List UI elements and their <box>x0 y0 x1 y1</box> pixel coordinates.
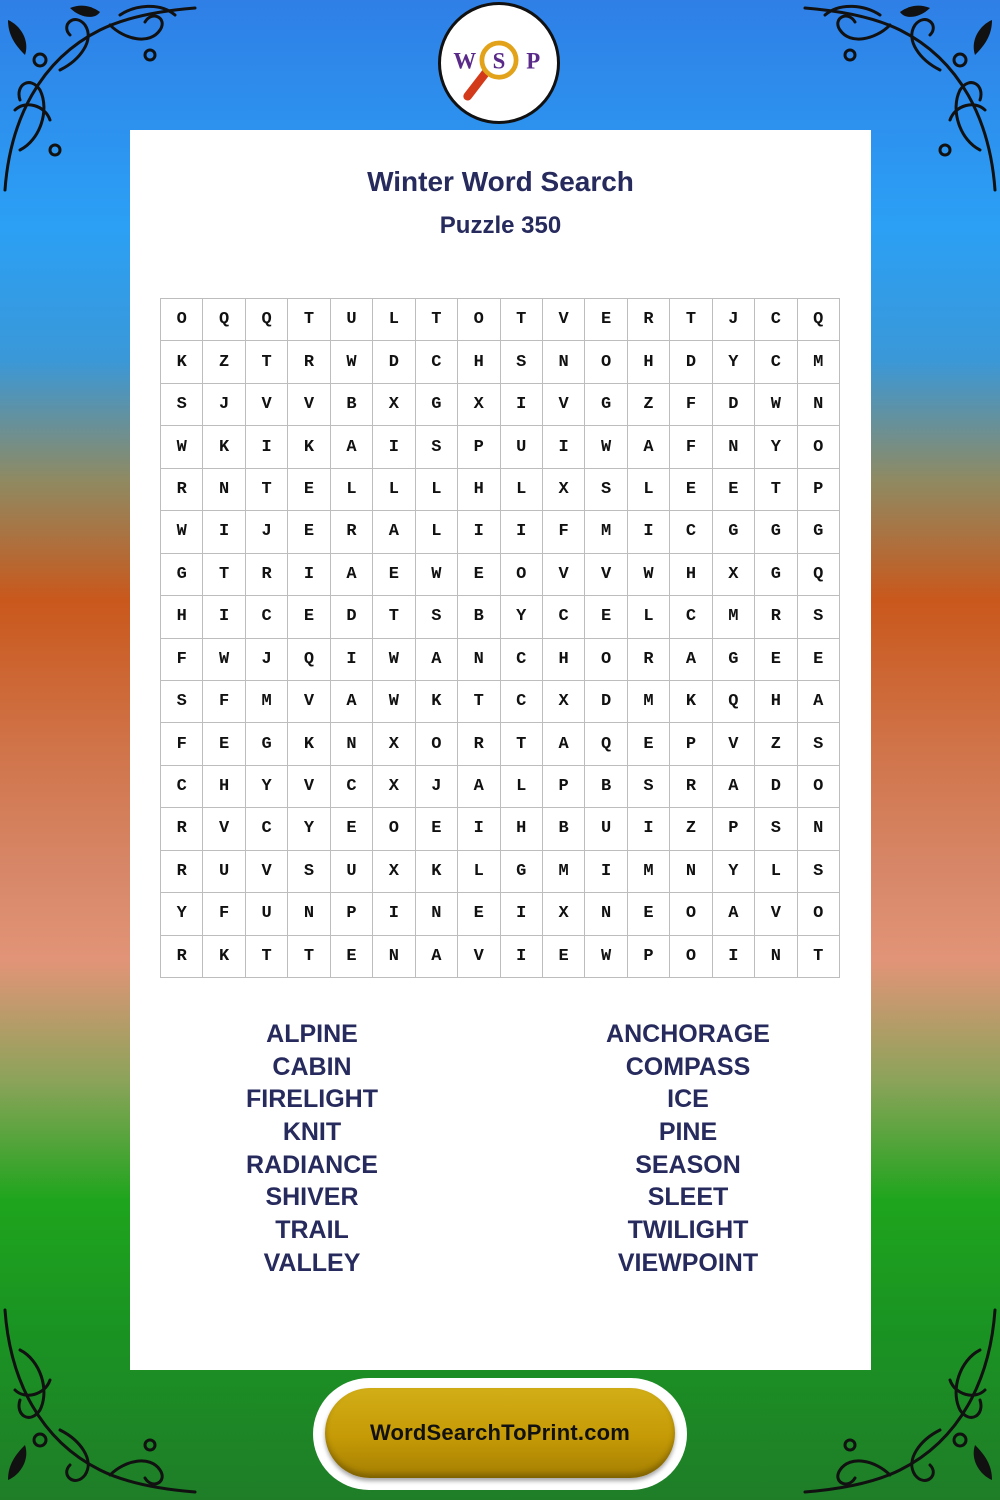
grid-cell: D <box>585 681 627 723</box>
grid-cell: T <box>288 936 330 978</box>
word-list-item: KNIT <box>282 1118 342 1147</box>
grid-cell: X <box>458 384 500 426</box>
grid-cell: D <box>755 766 797 808</box>
grid-cell: I <box>203 596 245 638</box>
logo-letter-p: P <box>526 48 541 74</box>
grid-cell: T <box>755 469 797 511</box>
grid-cell: S <box>755 808 797 850</box>
grid-cell: M <box>628 681 670 723</box>
grid-cell: K <box>416 851 458 893</box>
grid-cell: O <box>670 936 712 978</box>
word-list-item: VIEWPOINT <box>617 1248 759 1277</box>
grid-cell: H <box>458 469 500 511</box>
grid-cell: V <box>203 808 245 850</box>
grid-cell: E <box>798 639 840 681</box>
grid-cell: U <box>331 299 373 341</box>
grid-cell: G <box>755 511 797 553</box>
grid-cell: B <box>585 766 627 808</box>
grid-cell: E <box>416 808 458 850</box>
letter-grid <box>160 298 840 978</box>
grid-cell: E <box>585 299 627 341</box>
grid-cell: Y <box>161 893 203 935</box>
grid-cell: D <box>713 384 755 426</box>
grid-cell: T <box>288 299 330 341</box>
grid-cell: C <box>755 299 797 341</box>
grid-cell: L <box>628 596 670 638</box>
grid-cell: I <box>543 426 585 468</box>
grid-cell: E <box>458 893 500 935</box>
grid-cell: S <box>288 851 330 893</box>
grid-cell: S <box>798 723 840 765</box>
grid-cell: F <box>203 893 245 935</box>
page-title: Winter Word Search <box>367 166 634 197</box>
grid-cell: Y <box>755 426 797 468</box>
grid-cell: I <box>288 554 330 596</box>
grid-cell: N <box>373 936 415 978</box>
grid-cell: O <box>670 893 712 935</box>
grid-cell: E <box>458 554 500 596</box>
grid-cell: G <box>246 723 288 765</box>
grid-cell: C <box>416 341 458 383</box>
grid-cell: I <box>713 936 755 978</box>
grid-cell: K <box>416 681 458 723</box>
grid-cell: N <box>798 384 840 426</box>
grid-cell: H <box>628 341 670 383</box>
grid-cell: I <box>501 384 543 426</box>
grid-cell: Z <box>755 723 797 765</box>
grid-cell: C <box>501 681 543 723</box>
grid-cell: G <box>755 554 797 596</box>
grid-cell: V <box>288 384 330 426</box>
word-list-item: TRAIL <box>275 1216 349 1245</box>
grid-cell: R <box>246 554 288 596</box>
grid-cell: S <box>161 384 203 426</box>
grid-cell: E <box>670 469 712 511</box>
grid-cell: T <box>203 554 245 596</box>
grid-cell: N <box>755 936 797 978</box>
grid-cell: O <box>798 766 840 808</box>
grid-cell: W <box>628 554 670 596</box>
grid-cell: D <box>373 341 415 383</box>
grid-cell: I <box>246 426 288 468</box>
grid-cell: W <box>585 936 627 978</box>
grid-cell: Y <box>713 851 755 893</box>
grid-cell: O <box>585 639 627 681</box>
logo-letter-w: W <box>453 48 477 74</box>
grid-cell: F <box>161 639 203 681</box>
grid-cell: P <box>628 936 670 978</box>
grid-cell: T <box>416 299 458 341</box>
grid-cell: N <box>585 893 627 935</box>
grid-cell: G <box>585 384 627 426</box>
grid-cell: V <box>288 766 330 808</box>
word-list-item: VALLEY <box>263 1248 361 1277</box>
grid-cell: V <box>585 554 627 596</box>
grid-cell: L <box>628 469 670 511</box>
grid-cell: N <box>203 469 245 511</box>
grid-cell: J <box>416 766 458 808</box>
grid-cell: T <box>246 936 288 978</box>
grid-cell: J <box>203 384 245 426</box>
grid-cell: V <box>543 299 585 341</box>
grid-cell: V <box>458 936 500 978</box>
puzzle-number: Puzzle 350 <box>439 212 562 239</box>
grid-cell: E <box>331 808 373 850</box>
grid-cell: C <box>670 596 712 638</box>
grid-cell: P <box>331 893 373 935</box>
grid-cell: E <box>373 554 415 596</box>
grid-cell: O <box>798 426 840 468</box>
grid-cell: I <box>628 808 670 850</box>
grid-cell: M <box>246 681 288 723</box>
grid-cell: C <box>755 341 797 383</box>
grid-cell: E <box>543 936 585 978</box>
grid-cell: E <box>713 469 755 511</box>
word-list-item: PINE <box>658 1118 718 1147</box>
grid-cell: A <box>331 426 373 468</box>
grid-cell: H <box>203 766 245 808</box>
grid-cell: I <box>501 893 543 935</box>
grid-cell: L <box>755 851 797 893</box>
grid-cell: R <box>628 299 670 341</box>
grid-cell: T <box>246 341 288 383</box>
grid-cell: P <box>543 766 585 808</box>
grid-cell: P <box>458 426 500 468</box>
grid-cell: I <box>203 511 245 553</box>
word-list-item: FIRELIGHT <box>246 1085 378 1114</box>
grid-cell: S <box>585 469 627 511</box>
grid-cell: N <box>416 893 458 935</box>
word-list-left <box>172 1018 452 1280</box>
grid-cell: R <box>755 596 797 638</box>
grid-cell: O <box>501 554 543 596</box>
grid-cell: N <box>713 426 755 468</box>
grid-cell: R <box>161 808 203 850</box>
grid-cell: W <box>373 681 415 723</box>
grid-cell: E <box>331 936 373 978</box>
grid-cell: U <box>246 893 288 935</box>
grid-cell: O <box>416 723 458 765</box>
website-link-pill[interactable] <box>325 1388 675 1478</box>
magnifier-logo-icon <box>441 5 557 121</box>
grid-cell: H <box>755 681 797 723</box>
grid-cell: S <box>416 596 458 638</box>
grid-cell: E <box>288 511 330 553</box>
grid-cell: O <box>798 893 840 935</box>
grid-cell: K <box>161 341 203 383</box>
grid-cell: K <box>288 426 330 468</box>
word-list-item: CABIN <box>272 1052 352 1081</box>
word-list-right <box>548 1018 828 1280</box>
word-list-item: ICE <box>667 1085 709 1114</box>
grid-cell: I <box>585 851 627 893</box>
grid-cell: V <box>713 723 755 765</box>
grid-cell: S <box>628 766 670 808</box>
grid-cell: C <box>246 808 288 850</box>
grid-cell: G <box>416 384 458 426</box>
grid-cell: V <box>246 384 288 426</box>
grid-cell: W <box>203 639 245 681</box>
grid-cell: Q <box>798 299 840 341</box>
grid-cell: R <box>670 766 712 808</box>
grid-cell: U <box>331 851 373 893</box>
grid-cell: K <box>670 681 712 723</box>
grid-cell: T <box>501 723 543 765</box>
grid-cell: V <box>246 851 288 893</box>
grid-cell: L <box>501 766 543 808</box>
grid-cell: Z <box>670 808 712 850</box>
grid-cell: I <box>331 639 373 681</box>
grid-cell: M <box>713 596 755 638</box>
grid-cell: I <box>501 511 543 553</box>
grid-cell: O <box>458 299 500 341</box>
grid-cell: A <box>416 936 458 978</box>
grid-cell: B <box>331 384 373 426</box>
grid-cell: N <box>543 341 585 383</box>
grid-cell: A <box>798 681 840 723</box>
grid-cell: A <box>416 639 458 681</box>
grid-cell: Q <box>713 681 755 723</box>
grid-cell: K <box>203 426 245 468</box>
grid-cell: R <box>331 511 373 553</box>
grid-cell: G <box>501 851 543 893</box>
grid-cell: W <box>755 384 797 426</box>
grid-cell: R <box>458 723 500 765</box>
grid-cell: I <box>458 511 500 553</box>
grid-cell: P <box>670 723 712 765</box>
grid-cell: F <box>670 426 712 468</box>
grid-cell: C <box>501 639 543 681</box>
grid-cell: L <box>416 511 458 553</box>
grid-cell: I <box>501 936 543 978</box>
grid-cell: J <box>246 511 288 553</box>
grid-cell: L <box>373 299 415 341</box>
grid-cell: E <box>755 639 797 681</box>
grid-cell: M <box>798 341 840 383</box>
word-list-item: SLEET <box>647 1183 729 1212</box>
grid-cell: W <box>373 639 415 681</box>
word-list-item: RADIANCE <box>246 1150 378 1179</box>
grid-cell: X <box>373 384 415 426</box>
word-list-item: COMPASS <box>625 1052 751 1081</box>
grid-cell: X <box>373 766 415 808</box>
grid-cell: E <box>288 596 330 638</box>
grid-cell: Q <box>288 639 330 681</box>
grid-cell: F <box>161 723 203 765</box>
grid-cell: V <box>543 384 585 426</box>
grid-cell: S <box>416 426 458 468</box>
grid-cell: C <box>543 596 585 638</box>
grid-cell: Y <box>246 766 288 808</box>
grid-cell: X <box>543 681 585 723</box>
grid-cell: R <box>288 341 330 383</box>
grid-cell: A <box>713 766 755 808</box>
word-list-item: TWILIGHT <box>627 1216 749 1245</box>
grid-cell: E <box>203 723 245 765</box>
grid-cell: X <box>543 469 585 511</box>
grid-cell: K <box>203 936 245 978</box>
grid-cell: Z <box>203 341 245 383</box>
grid-cell: V <box>543 554 585 596</box>
grid-cell: G <box>713 639 755 681</box>
grid-cell: R <box>161 469 203 511</box>
grid-cell: N <box>288 893 330 935</box>
grid-cell: E <box>585 596 627 638</box>
grid-cell: L <box>373 469 415 511</box>
word-list-item: ALPINE <box>266 1020 358 1048</box>
grid-cell: A <box>713 893 755 935</box>
grid-cell: U <box>585 808 627 850</box>
grid-cell: L <box>458 851 500 893</box>
grid-cell: I <box>373 893 415 935</box>
grid-cell: E <box>628 723 670 765</box>
grid-cell: K <box>288 723 330 765</box>
grid-cell: T <box>373 596 415 638</box>
grid-cell: O <box>585 341 627 383</box>
grid-cell: Y <box>713 341 755 383</box>
grid-cell: A <box>458 766 500 808</box>
grid-cell: A <box>628 426 670 468</box>
grid-cell: A <box>331 554 373 596</box>
grid-cell: F <box>543 511 585 553</box>
grid-cell: N <box>458 639 500 681</box>
grid-cell: P <box>798 469 840 511</box>
grid-cell: Q <box>246 299 288 341</box>
grid-cell: R <box>161 936 203 978</box>
grid-cell: C <box>161 766 203 808</box>
grid-cell: W <box>331 341 373 383</box>
grid-cell: H <box>670 554 712 596</box>
grid-cell: S <box>501 341 543 383</box>
grid-cell: E <box>288 469 330 511</box>
grid-cell: S <box>161 681 203 723</box>
grid-cell: U <box>203 851 245 893</box>
website-link-button[interactable] <box>313 1378 687 1490</box>
grid-cell: I <box>628 511 670 553</box>
grid-cell: Y <box>288 808 330 850</box>
grid-cell: M <box>543 851 585 893</box>
grid-cell: E <box>628 893 670 935</box>
grid-cell: W <box>161 511 203 553</box>
grid-cell: F <box>203 681 245 723</box>
grid-cell: F <box>670 384 712 426</box>
grid-cell: V <box>288 681 330 723</box>
grid-cell: A <box>543 723 585 765</box>
grid-cell: J <box>246 639 288 681</box>
grid-cell: W <box>585 426 627 468</box>
grid-cell: T <box>246 469 288 511</box>
grid-cell: T <box>798 936 840 978</box>
grid-cell: Q <box>203 299 245 341</box>
grid-cell: T <box>458 681 500 723</box>
website-link-label: WordSearchToPrint.com <box>369 1420 631 1445</box>
grid-cell: M <box>585 511 627 553</box>
word-list-item: ANCHORAGE <box>606 1020 770 1048</box>
grid-cell: A <box>670 639 712 681</box>
grid-cell: U <box>501 426 543 468</box>
logo-letter-s: S <box>492 48 506 74</box>
wsp-logo[interactable] <box>438 2 560 124</box>
grid-cell: I <box>458 808 500 850</box>
grid-cell: W <box>416 554 458 596</box>
word-list-item: SHIVER <box>265 1183 359 1212</box>
grid-cell: N <box>670 851 712 893</box>
grid-cell: O <box>161 299 203 341</box>
grid-cell: L <box>331 469 373 511</box>
grid-cell: H <box>543 639 585 681</box>
grid-cell: Z <box>628 384 670 426</box>
grid-cell: G <box>713 511 755 553</box>
grid-cell: A <box>373 511 415 553</box>
grid-cell: S <box>798 596 840 638</box>
grid-cell: X <box>543 893 585 935</box>
grid-cell: X <box>373 723 415 765</box>
grid-cell: C <box>246 596 288 638</box>
grid-cell: C <box>331 766 373 808</box>
grid-cell: G <box>161 554 203 596</box>
grid-cell: O <box>373 808 415 850</box>
puzzle-sheet <box>130 130 871 1370</box>
grid-cell: C <box>670 511 712 553</box>
grid-cell: R <box>161 851 203 893</box>
grid-cell: I <box>373 426 415 468</box>
grid-cell: M <box>628 851 670 893</box>
grid-cell: Q <box>585 723 627 765</box>
grid-cell: Y <box>501 596 543 638</box>
grid-cell: X <box>713 554 755 596</box>
grid-cell: L <box>416 469 458 511</box>
grid-cell: B <box>458 596 500 638</box>
grid-cell: T <box>670 299 712 341</box>
grid-cell: G <box>798 511 840 553</box>
grid-cell: A <box>331 681 373 723</box>
grid-cell: N <box>331 723 373 765</box>
grid-cell: J <box>713 299 755 341</box>
grid-cell: B <box>543 808 585 850</box>
grid-cell: H <box>458 341 500 383</box>
grid-cell: Q <box>798 554 840 596</box>
grid-cell: P <box>713 808 755 850</box>
grid-cell: D <box>670 341 712 383</box>
word-list-item: SEASON <box>635 1150 741 1179</box>
grid-cell: S <box>798 851 840 893</box>
grid-cell: V <box>755 893 797 935</box>
grid-cell: D <box>331 596 373 638</box>
grid-cell: T <box>501 299 543 341</box>
grid-cell: H <box>161 596 203 638</box>
grid-cell: H <box>501 808 543 850</box>
grid-cell: X <box>373 851 415 893</box>
grid-cell: L <box>501 469 543 511</box>
grid-cell: R <box>628 639 670 681</box>
grid-cell: N <box>798 808 840 850</box>
grid-cell: W <box>161 426 203 468</box>
